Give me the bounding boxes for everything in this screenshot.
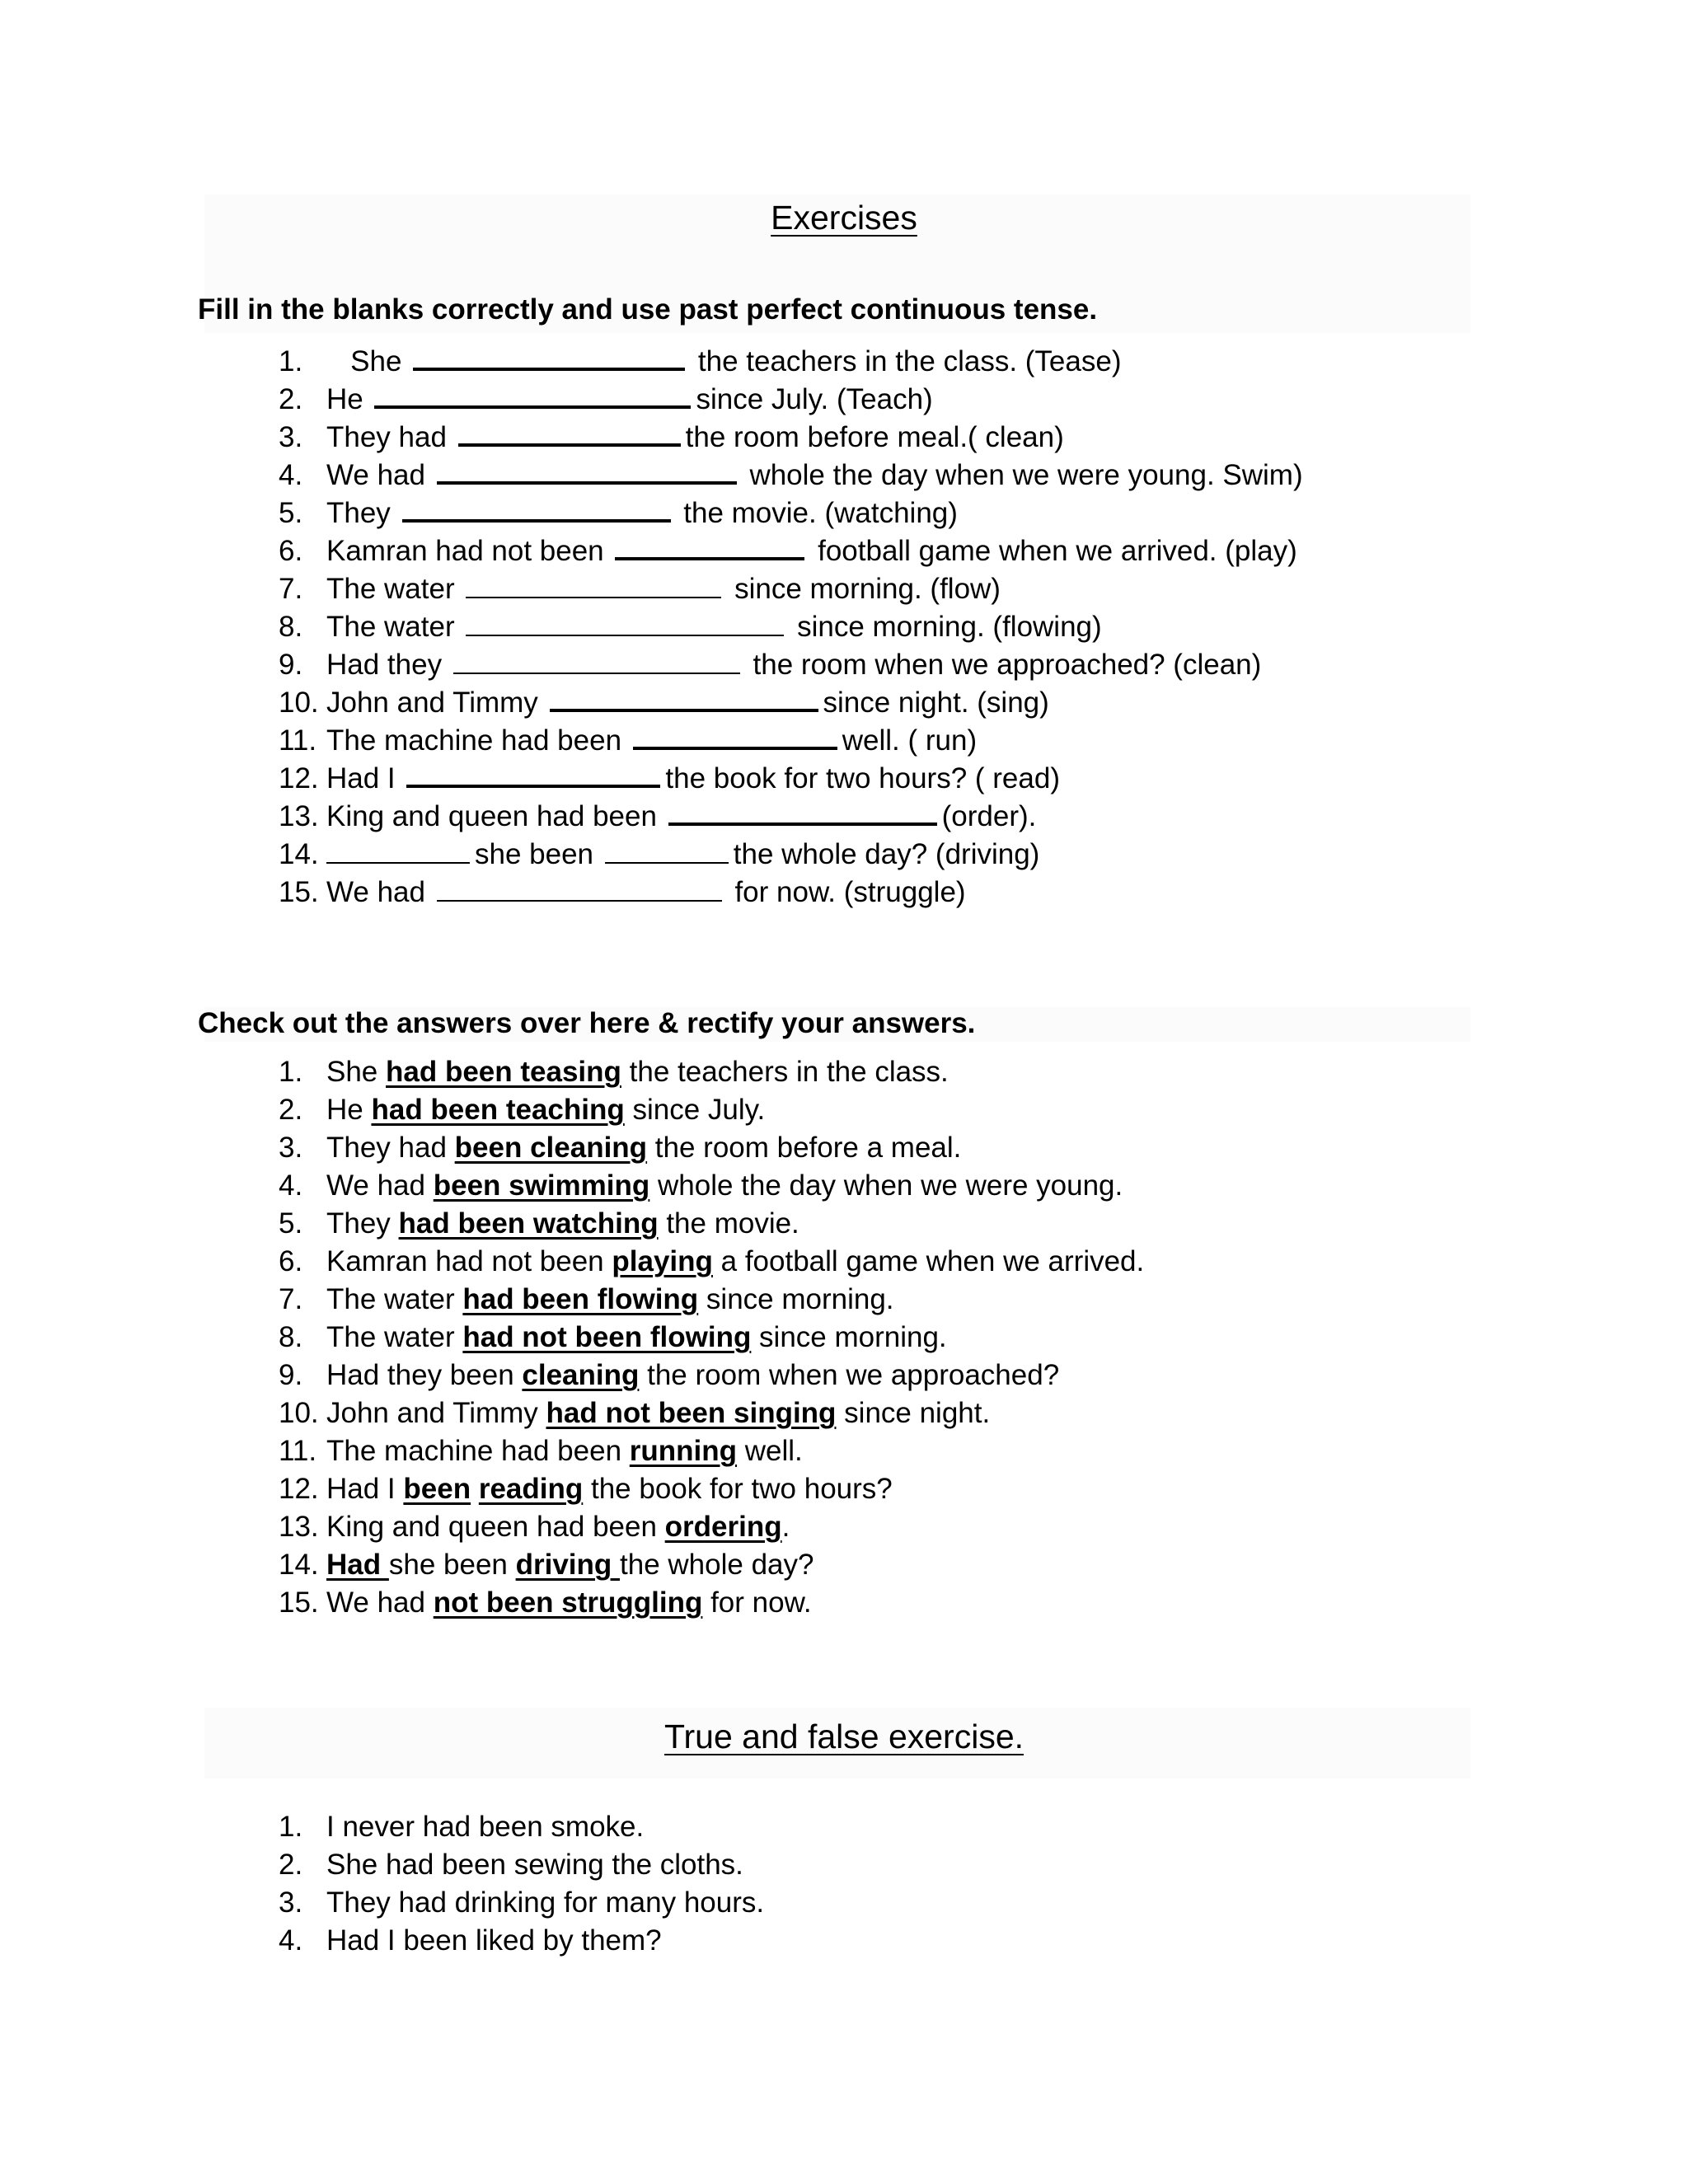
answer-blank [374,381,691,409]
answer-blank [466,572,721,598]
answer-blank [466,610,784,636]
answer-blank [402,494,671,523]
document-page: Exercises Fill in the blanks correctly and use past perfect continuous tense. 1. She the teachers in the class. (Tease) 2. He since July. (Teach) 3. They had the room before meal.( clean) 4. We had whole the day when we were young. Swim) 5. They the movie. (watching) 6. Kamran had not been football game when we arrived. (play) 7. The water since morning. (flow) 8. The water since morning. (flowing) 9. Had they the room when we approached? (clean) 10. John and Timmy since night. (sing) 11. The machine had been well. ( run) 12. Had I the book for two hours? ( read) 13. King and queen had been (order). 14. she been the whole day? (driving) 15. We had for now. (struggle) Check out the answers over here & rectify your answers. 1. She had been teasing the teachers in the class. 2. He had been teaching since July. 3. They had been cleaning the room before a meal. 4. We had been swimming whole the day when we were young. 5. They had been watching the movie. 6. Kamran had not been playing a football game when we arrived. 7. The water had been flowing since morning. 8. The water had not been flowing since morning. 9. Had they been cleaning the room when we approached? 10. John and Timmy had not been singing since night. 11. The machine had been running well. 12. Had I been reading the book for two hours? 13. King and queen had been ordering. 14. Had she been driving the whole day? 15. We had not been struggling for now. True and false exercise. 1. I never had been smoke. 2. She had been sewing the cloths. 3. They had drinking for many hours. 4. Had I been liked by them? [0,0,1688,2184]
answer-blank [605,837,729,864]
true-false-title: True and false exercise. [663,1718,1025,1755]
answer-blank [550,684,818,712]
answer-blank [437,457,737,485]
answer-blank [633,722,837,750]
answer-blank [453,648,740,674]
answer-blank [458,419,681,447]
exercises-title: Exercises [771,199,917,237]
answer-blank [326,837,470,864]
exercises-instruction: Fill in the blanks correctly and use past perfect continuous tense. [198,293,1098,326]
answer-blank [413,343,685,371]
answer-blank [668,798,937,826]
answer-blank [437,875,722,902]
answers-instruction: Check out the answers over here & rectify your answers. [198,1007,976,1039]
answer-blank [406,760,660,788]
answer-blank [615,532,804,560]
